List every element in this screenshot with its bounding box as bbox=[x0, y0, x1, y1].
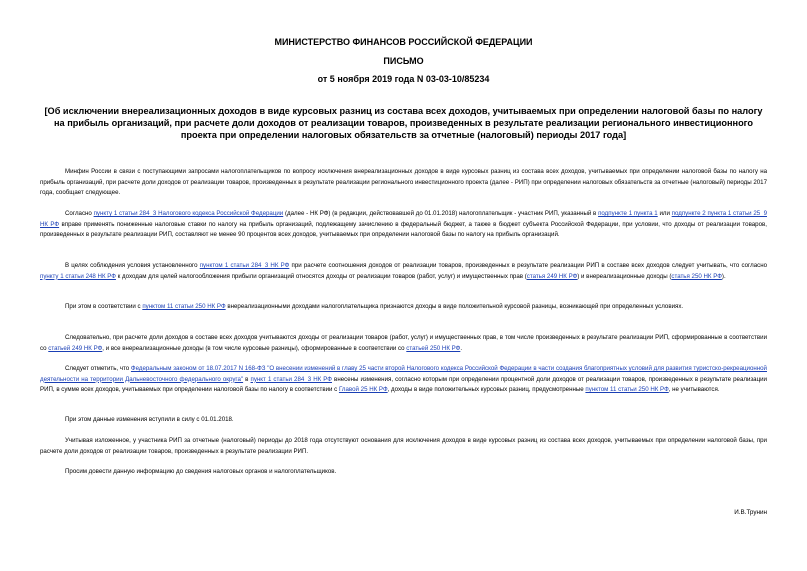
link-article-249[interactable]: статья 249 НК РФ bbox=[526, 272, 578, 280]
text: , доходы в виде положительных курсовых разниц, предусмотренные bbox=[387, 386, 586, 394]
text: В целях соблюдения условия установленного bbox=[65, 262, 200, 269]
paragraph-article-284-3 bbox=[40, 209, 767, 241]
text: Просим довести данную информацию до сведения налоговых органов и налогоплательщиков. bbox=[65, 468, 337, 475]
link-subparagraph-1[interactable]: подпункте 1 пункта 1 bbox=[598, 210, 658, 217]
link-article-284-3[interactable]: пункт 1 статьи 284_3 НК РФ bbox=[250, 375, 332, 383]
text: ). bbox=[721, 272, 726, 280]
ministry-title: МИНИСТЕРСТВО ФИНАНСОВ РОССИЙСКОЙ ФЕДЕРАЦИИ bbox=[274, 37, 533, 47]
link-article-248[interactable]: пункту 1 статьи 248 НК РФ bbox=[40, 272, 116, 280]
text: Следует отметить, что bbox=[65, 365, 131, 372]
paragraph-request bbox=[40, 467, 767, 478]
text: Следовательно, при расчете доли доходов в составе всех доходов учитываются доходы от реализации товаров (работ, услуг) и имущественных прав, в том числе произведенных в результате реализации РИП, сформированные в соответствии со bbox=[40, 334, 767, 352]
link-article-284-3[interactable]: пунктом 1 статьи 284_3 НК РФ bbox=[199, 262, 290, 269]
paragraph-exchange-difference bbox=[40, 302, 767, 313]
text: При этом в соответствии с bbox=[65, 303, 143, 310]
paragraph-effective-date bbox=[40, 415, 767, 426]
text: . bbox=[460, 344, 463, 352]
text: Учитывая изложенное, у участника РИП за отчетные (налоговый) периоды до 2018 года отсутствуют основания для исключения доходов в виде курсовых разниц из состава всех доходов, учитываемых при определении налоговой базы, при расчете доли доходов от реализации товаров, произведенных в результате реализации РИП. bbox=[40, 437, 767, 455]
text: вправе применять пониженные налоговые ставки по налогу на прибыль организаций, подлежащему зачислению в федеральный бюджет, а также в бюджет субъекта Российской Федерации, при условии, что доходы от реализации товаров, произведенных в результате реализации РИП, составляют не менее 90 процентов всех доходов, учитываемых при определении налоговой базы по налогу на прибыль организаций. bbox=[40, 220, 767, 239]
link-article-250-p11[interactable]: пунктом 11 статьи 250 НК РФ bbox=[142, 303, 226, 310]
text: ) и внереализационные доходы ( bbox=[577, 272, 672, 280]
text: Минфин России в связи с поступающими запросами налогоплательщиков по вопросу исключения внереализационных доходов в виде курсовых разниц из состава всех доходов, учитываемых при определении налоговой базы по налогу на прибыль организаций, при расчете доли доходов от реализации товаров, произведенных в результате реализации регионального инвестиционного проекта (далее - РИП) при определении налоговых обязательств за отчетные (налоговый) периоды 2017 года, сообщает следующее. bbox=[40, 168, 767, 197]
text: , и все внереализационные доходы (в том числе курсовые разницы), сформированные в соответствии со bbox=[102, 344, 407, 352]
text: внереализационными доходами налогоплательщика признаются доходы в виде положительной курсовой разницы, возникающей при определенных условиях. bbox=[225, 303, 684, 310]
link-article-284-3-nk[interactable]: пункту 1 статьи 284_3 Налогового кодекса Российской Федерации bbox=[93, 210, 284, 217]
document-subject: [Об исключении внереализационных доходов в виде курсовых разниц из состава всех доходов, учитываемых при определении налоговой базы по налогу на прибыль организаций, при расчете доли доходов от реализации товаров, произведенных в результате реализации регионального инвестиционного проекта при определении налоговых обязательств за отчетные (налоговый) периоды 2017 года] bbox=[44, 106, 763, 140]
paragraph-conclusion bbox=[40, 436, 767, 457]
signature: И.В.Трунин bbox=[734, 509, 767, 516]
text: к доходам для целей налогообложения прибыли организаций относятся доходы от реализации товаров (работ, услуг) и имущественных прав ( bbox=[115, 272, 527, 280]
text: в bbox=[243, 375, 251, 383]
document-type: ПИСЬМО bbox=[383, 56, 424, 66]
paragraph-intro bbox=[40, 167, 767, 199]
paragraph-federal-law bbox=[40, 364, 767, 396]
text: Согласно bbox=[65, 210, 94, 217]
link-article-250-p11[interactable]: пунктом 11 статьи 250 НК РФ bbox=[585, 386, 669, 394]
link-article-250[interactable]: статья 250 НК РФ bbox=[671, 272, 722, 280]
paragraph-consequently bbox=[40, 333, 767, 354]
text: или bbox=[657, 210, 672, 217]
text: , не учитываются. bbox=[668, 386, 720, 394]
link-federal-law-168[interactable]: Федеральным законом от 18.07.2017 N 168-ФЗ "О внесении изменений в главу 25 части второй Налогового кодекса Российской Федерации в части создания благоприятных условий для развития туристско-рекреационной деятельности на территории Дальневосточного федерального округа" bbox=[40, 365, 767, 383]
text: внесены изменения, согласно которым при определении процентной доли доходов от реализации товаров, произведенных в результате реализации РИП, в сумме всех доходов, учитываемых при определении налоговой базы по налогу в соответствии с bbox=[40, 375, 767, 394]
document-date-number: от 5 ноября 2019 года N 03-03-10/85234 bbox=[317, 74, 490, 84]
text: При этом данные изменения вступили в силу с 01.01.2018. bbox=[65, 416, 234, 423]
link-article-25-9[interactable]: подпункте 2 пункта 1 статьи 25_9 НК РФ bbox=[40, 210, 767, 228]
link-article-250[interactable]: статьей 250 НК РФ bbox=[406, 344, 461, 352]
link-chapter-25[interactable]: Главой 25 НК РФ bbox=[338, 386, 388, 394]
paragraph-conditions bbox=[40, 261, 767, 282]
text: при расчете соотношения доходов от реализации товаров, произведенных в результате реализации РИП в составе всех доходов следует учитывать, что согласно bbox=[289, 262, 768, 269]
link-article-249[interactable]: статьей 249 НК РФ bbox=[48, 344, 103, 352]
text: (далее - НК РФ) (в редакции, действовавшей до 01.01.2018) налогоплательщик - участник РИП, указанный в bbox=[283, 210, 599, 217]
